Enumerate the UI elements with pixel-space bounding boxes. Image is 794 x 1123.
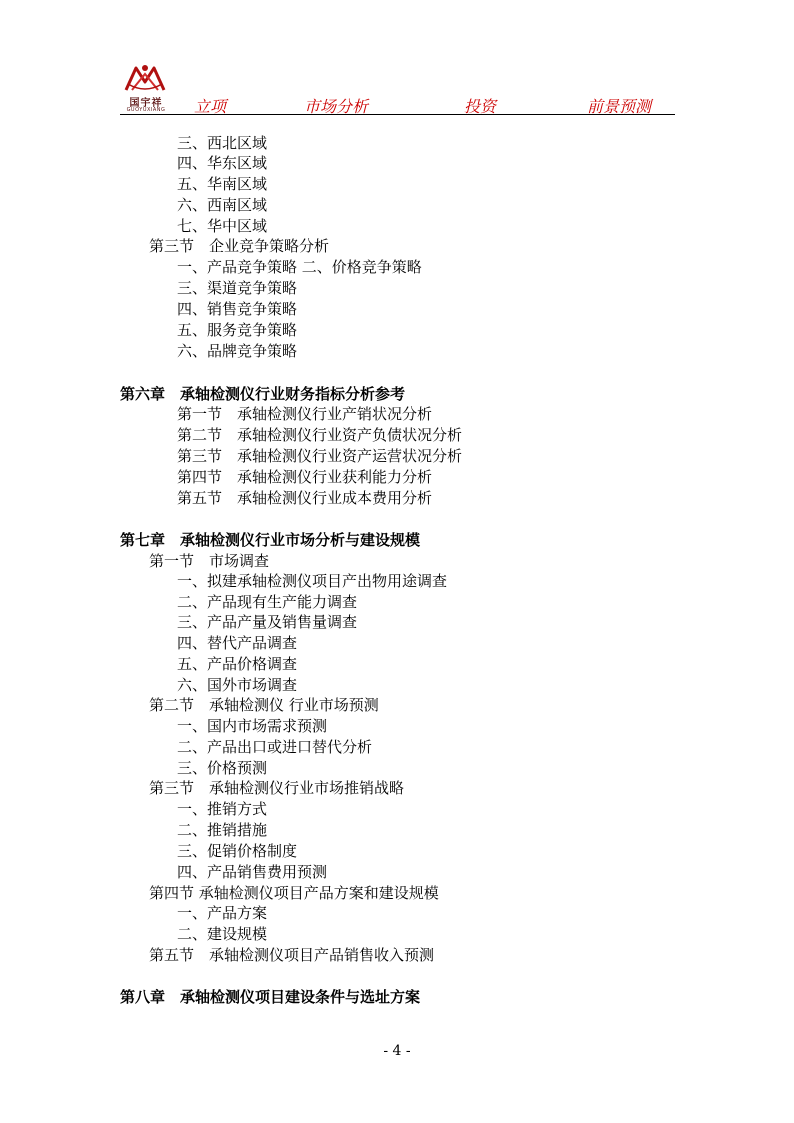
toc-section: 第三节 承轴检测仪行业市场推销战略 <box>149 779 405 797</box>
toc-item: 第二节 承轴检测仪行业资产负债状况分析 <box>177 426 463 444</box>
logo-emblem-icon <box>122 60 168 94</box>
toc-chapter: 第七章 承轴检测仪行业市场分析与建设规模 <box>120 531 421 549</box>
toc-item: 四、产品销售费用预测 <box>177 863 328 881</box>
logo-english-name: GUOYUXIANG <box>126 107 166 113</box>
toc-chapter: 第八章 承轴检测仪项目建设条件与选址方案 <box>120 988 421 1006</box>
toc-item: 四、替代产品调查 <box>177 634 298 652</box>
toc-item: 三、价格预测 <box>177 759 268 777</box>
toc-item: 第四节 承轴检测仪行业获利能力分析 <box>177 468 433 486</box>
toc-item: 第一节 承轴检测仪行业产销状况分析 <box>177 405 433 423</box>
toc-item: 三、促销价格制度 <box>177 842 298 860</box>
toc-item: 一、产品竞争策略 二、价格竞争策略 <box>177 258 422 276</box>
toc-item: 一、拟建承轴检测仪项目产出物用途调查 <box>177 572 448 590</box>
toc-item: 一、产品方案 <box>177 904 268 922</box>
toc-chapter: 第六章 承轴检测仪行业财务指标分析参考 <box>120 385 406 403</box>
toc-item: 四、华东区域 <box>177 154 268 172</box>
header-tab-project: 立项 <box>194 97 227 116</box>
toc-item: 二、产品出口或进口替代分析 <box>177 738 373 756</box>
header-tab-outlook: 前景预测 <box>587 97 652 116</box>
toc-item: 三、西北区域 <box>177 134 268 152</box>
toc-item: 四、销售竞争策略 <box>177 300 298 318</box>
toc-section: 第五节 承轴检测仪项目产品销售收入预测 <box>149 946 435 964</box>
toc-item: 七、华中区域 <box>177 217 268 235</box>
toc-item: 三、渠道竞争策略 <box>177 279 298 297</box>
page-number: - 4 - <box>383 1043 411 1059</box>
toc-section: 第四节 承轴检测仪项目产品方案和建设规模 <box>149 884 439 902</box>
toc-item: 二、建设规模 <box>177 925 268 943</box>
header-divider <box>120 114 675 115</box>
page-header <box>120 60 675 116</box>
header-tab-investment: 投资 <box>464 97 497 116</box>
header-tab-market-analysis: 市场分析 <box>304 97 369 116</box>
toc-section: 第一节 市场调查 <box>149 552 270 570</box>
toc-item: 五、服务竞争策略 <box>177 321 298 339</box>
toc-item: 五、产品价格调查 <box>177 655 298 673</box>
toc-item: 六、品牌竞争策略 <box>177 342 298 360</box>
toc-item: 三、产品产量及销售量调查 <box>177 613 358 631</box>
toc-item: 一、国内市场需求预测 <box>177 717 328 735</box>
toc-item: 第三节 承轴检测仪行业资产运营状况分析 <box>177 447 463 465</box>
company-logo <box>120 60 170 116</box>
logo-chinese-name: 国宇祥 <box>129 98 163 109</box>
toc-section: 第二节 承轴检测仪 行业市场预测 <box>149 696 379 714</box>
toc-item: 第五节 承轴检测仪行业成本费用分析 <box>177 489 433 507</box>
toc-item: 五、华南区域 <box>177 175 268 193</box>
toc-item: 六、国外市场调查 <box>177 676 298 694</box>
toc-item: 二、推销措施 <box>177 821 268 839</box>
toc-section: 第三节 企业竞争策略分析 <box>149 237 330 255</box>
toc-item: 二、产品现有生产能力调查 <box>177 593 358 611</box>
toc-item: 六、西南区域 <box>177 196 268 214</box>
toc-item: 一、推销方式 <box>177 800 268 818</box>
